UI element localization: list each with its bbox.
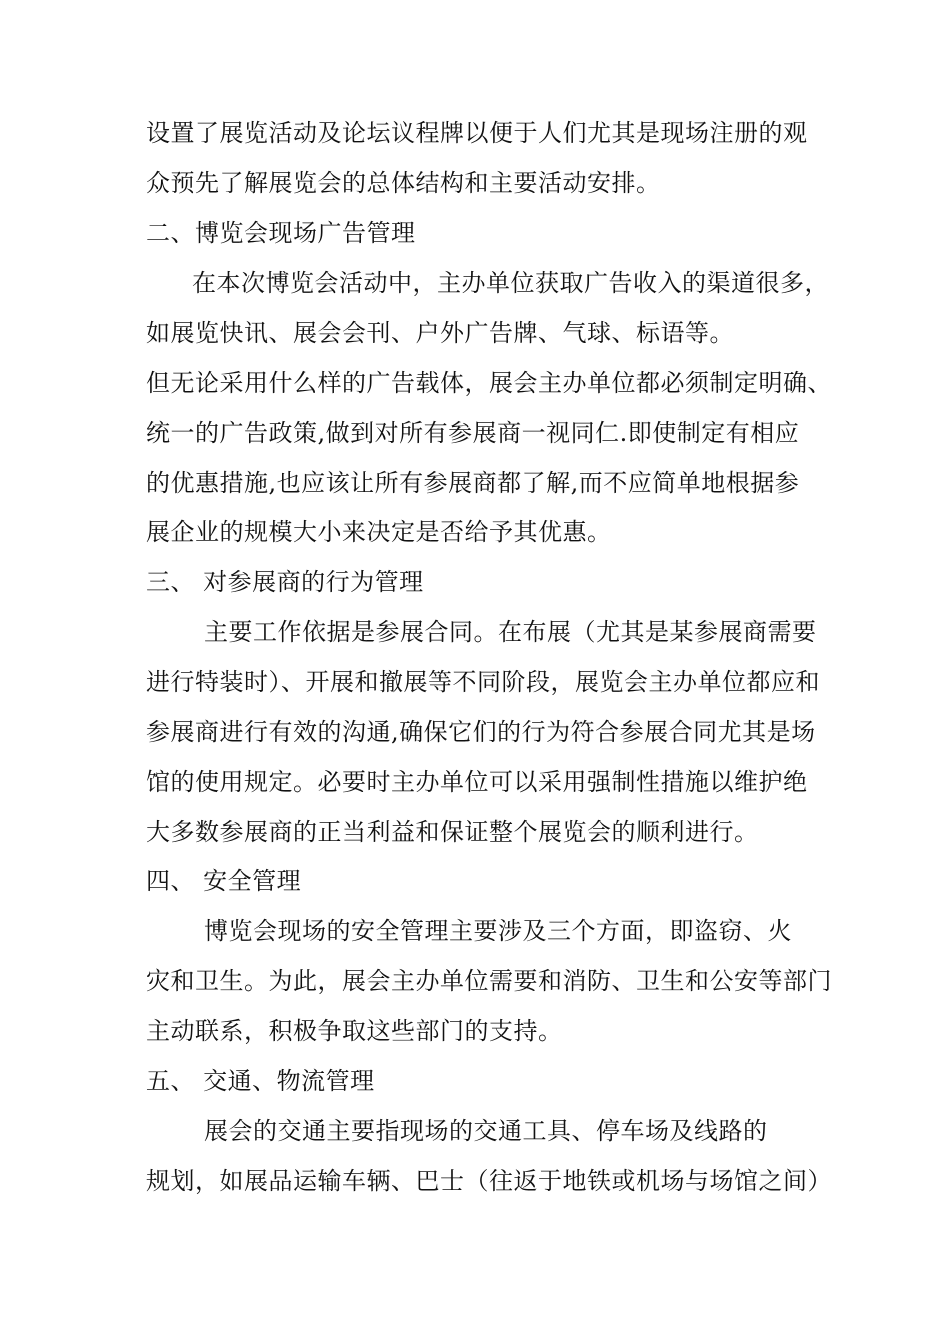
- paragraph-line: 如展览快讯、展会会刊、户外广告牌、气球、标语等。: [146, 319, 734, 347]
- paragraph-line: 博览会现场的安全管理主要涉及三个方面，即盗窃、火: [204, 917, 792, 945]
- section-heading: 四、 安全管理: [146, 867, 302, 895]
- paragraph-line: 参展商进行有效的沟通,确保它们的行为符合参展合同尤其是场: [146, 718, 816, 746]
- paragraph-line: 众预先了解展览会的总体结构和主要活动安排。: [146, 169, 661, 197]
- paragraph-line: 规划，如展品运输车辆、巴士（往返于地铁或机场与场馆之间）: [146, 1167, 832, 1195]
- section-heading: 二、博览会现场广告管理: [146, 219, 416, 247]
- section-heading: 五、 交通、物流管理: [146, 1067, 375, 1095]
- paragraph-line: 馆的使用规定。必要时主办单位可以采用强制性措施以维护绝: [146, 768, 808, 796]
- paragraph-line: 但无论采用什么样的广告载体，展会主办单位都必须制定明确、: [146, 369, 832, 397]
- paragraph-line: 设置了展览活动及论坛议程牌以便于人们尤其是现场注册的观: [146, 119, 808, 147]
- section-heading: 三、 对参展商的行为管理: [146, 568, 424, 596]
- paragraph-line: 进行特装时）、开展和撤展等不同阶段，展览会主办单位都应和: [146, 668, 820, 696]
- paragraph-line: 展会的交通主要指现场的交通工具、停车场及线路的: [204, 1117, 768, 1145]
- paragraph-line: 灾和卫生。为此，展会主办单位需要和消防、卫生和公安等部门: [146, 967, 832, 995]
- paragraph-line: 统一的广告政策,做到对所有参展商一视同仁.即使制定有相应: [146, 419, 800, 447]
- paragraph-line: 主要工作依据是参展合同。在布展（尤其是某参展商需要: [204, 618, 817, 646]
- paragraph-line: 展企业的规模大小来决定是否给予其优惠。: [146, 518, 612, 546]
- paragraph-line: 主动联系，积极争取这些部门的支持。: [146, 1017, 563, 1045]
- paragraph-line: 大多数参展商的正当利益和保证整个展览会的顺利进行。: [146, 818, 759, 846]
- paragraph-line: 在本次博览会活动中，主办单位获取广告收入的渠道很多，: [192, 269, 829, 297]
- paragraph-line: 的优惠措施,也应该让所有参展商都了解,而不应简单地根据参: [146, 469, 800, 497]
